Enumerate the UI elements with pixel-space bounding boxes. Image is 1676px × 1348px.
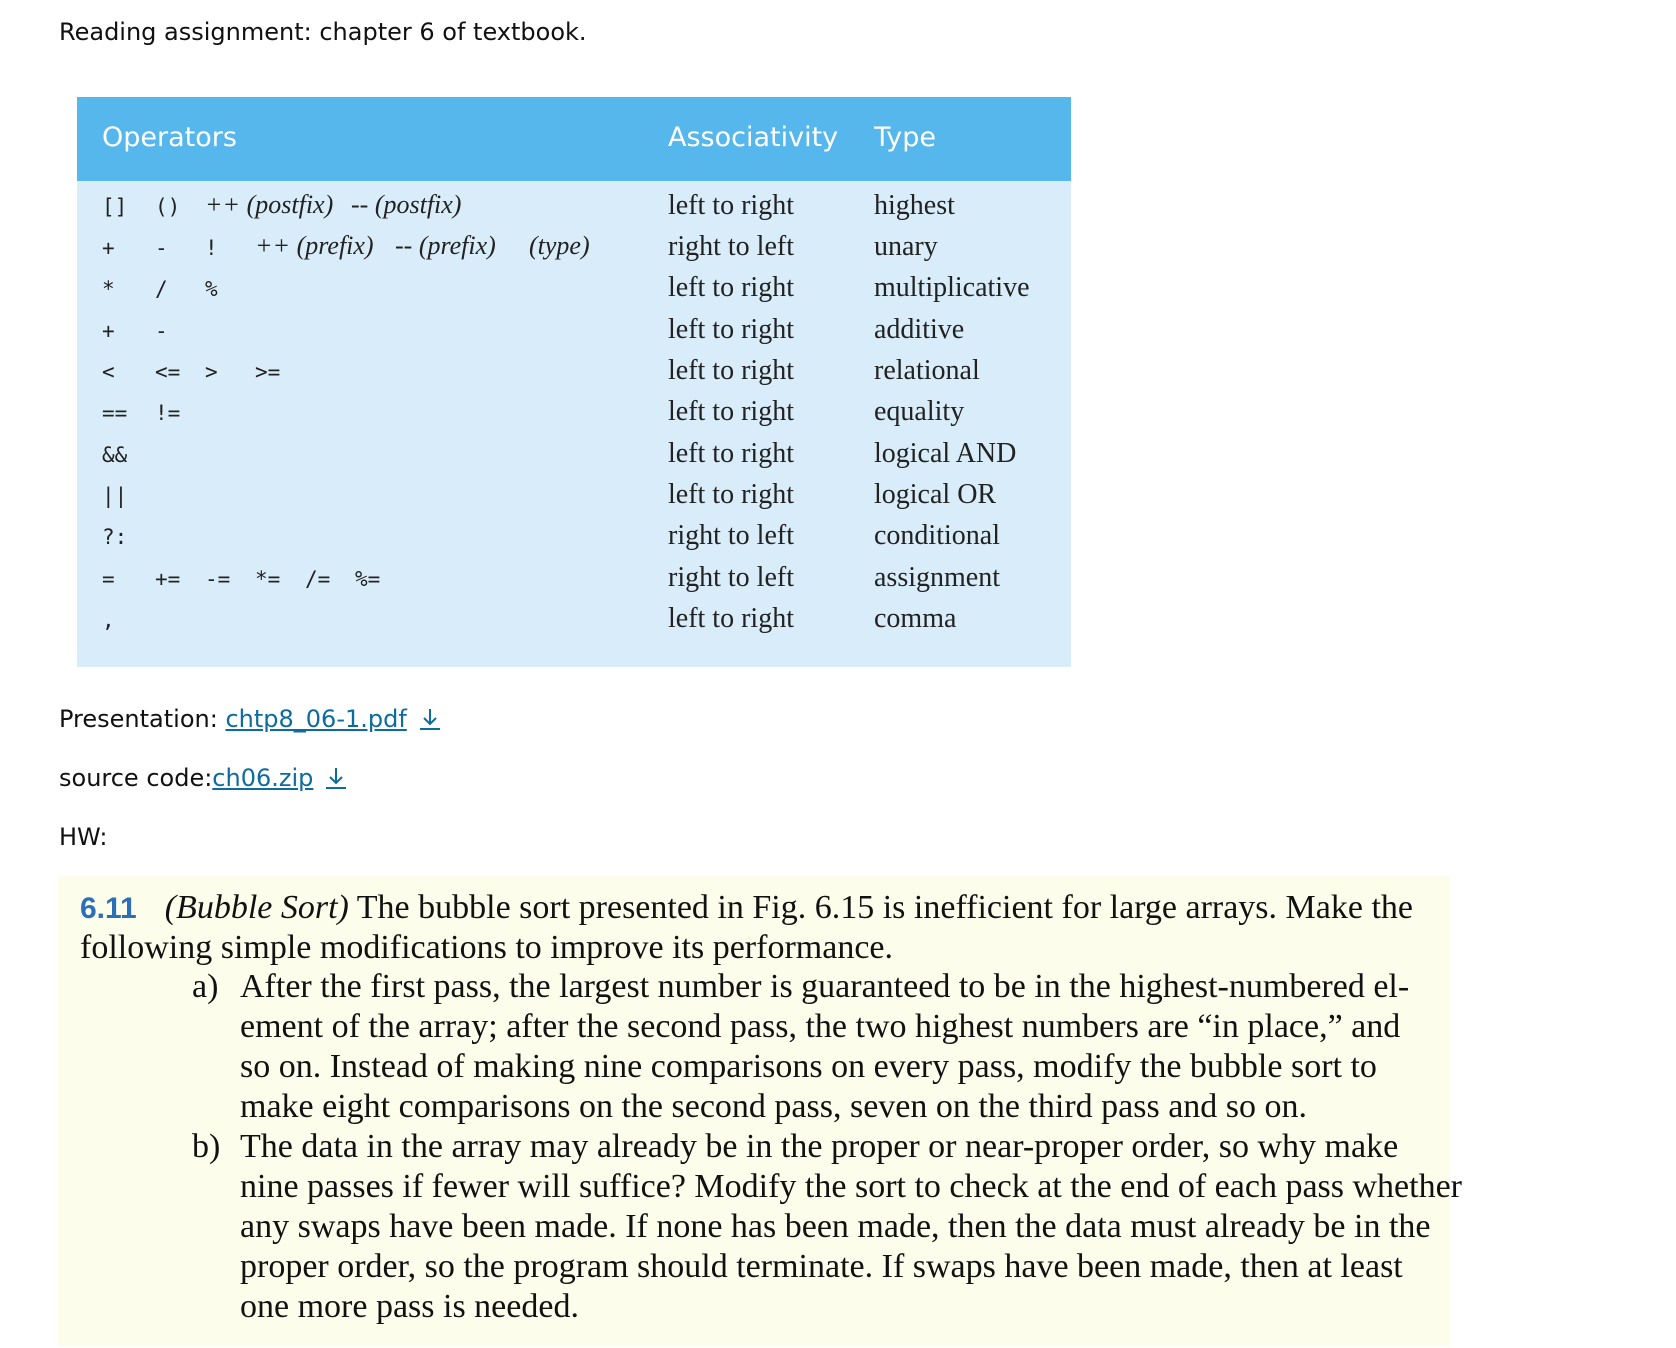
associativity: right to left <box>668 520 794 551</box>
download-icon[interactable] <box>417 707 443 731</box>
operator: > <box>205 360 218 384</box>
operator-type: unary <box>874 231 938 262</box>
operator-type: equality <box>874 396 965 427</box>
table-row <box>77 395 1071 435</box>
associativity: left to right <box>668 314 794 345</box>
header-type: Type <box>874 122 937 153</box>
download-icon[interactable] <box>323 766 349 790</box>
operator: = <box>102 567 115 591</box>
operator-type: highest <box>874 190 955 221</box>
hw-label: HW: <box>59 823 108 851</box>
operator: < <box>102 360 115 384</box>
associativity: left to right <box>668 396 794 427</box>
item-b-line: nine passes if fewer will suffice? Modify the sort to check at the end of each pass whether <box>240 1168 1463 1205</box>
associativity: left to right <box>668 355 794 386</box>
table-row <box>77 313 1071 353</box>
figure-header <box>77 97 1071 181</box>
item-a-line: make eight comparisons on the second pass, seven on the third pass and so on. <box>240 1088 1308 1125</box>
item-a-line: so on. Instead of making nine comparisons on every pass, modify the bubble sort to <box>240 1048 1377 1085</box>
operator: <= <box>155 360 181 384</box>
operator: , <box>102 608 115 632</box>
operator: (type) <box>529 231 590 260</box>
operator-type: assignment <box>874 562 1000 593</box>
operator: ?: <box>102 525 128 549</box>
item-label-b: b) <box>192 1128 221 1165</box>
item-b-line: proper order, so the program should terminate. If swaps have been made, then at least <box>240 1248 1403 1285</box>
item-b-line: any swaps have been made. If none has been made, then the data must already be in the <box>240 1208 1431 1245</box>
operator: - <box>155 236 168 260</box>
operator: () <box>155 195 181 219</box>
reading-assignment: Reading assignment: chapter 6 of textbook. <box>59 18 587 46</box>
operator-precedence-figure <box>77 97 1071 667</box>
table-row <box>77 230 1071 270</box>
operator: *= <box>255 567 281 591</box>
operator: -- (postfix) <box>351 190 462 219</box>
operator: % <box>205 277 218 301</box>
operator: %= <box>355 567 381 591</box>
operator: + <box>102 319 115 343</box>
associativity: left to right <box>668 190 794 221</box>
operator: [] <box>102 195 128 219</box>
operator: ! <box>205 236 218 260</box>
item-b-line: one more pass is needed. <box>240 1288 579 1325</box>
operator: * <box>102 277 115 301</box>
item-a-line: After the first pass, the largest number is guaranteed to be in the highest-numbered el- <box>240 968 1410 1005</box>
header-associativity: Associativity <box>668 122 839 153</box>
operator: += <box>155 567 181 591</box>
table-row <box>77 519 1071 559</box>
item-a-line: ement of the array; after the second pass, the two highest numbers are “in place,” and <box>240 1008 1401 1045</box>
item-b-line: The data in the array may already be in the proper or near-proper order, so why make <box>240 1128 1399 1165</box>
table-row <box>77 437 1071 477</box>
operator-type: additive <box>874 314 965 345</box>
operator: != <box>155 401 181 425</box>
operator: + <box>102 236 115 260</box>
presentation-link[interactable]: chtp8_06-1.pdf <box>225 705 407 733</box>
associativity: right to left <box>668 231 794 262</box>
associativity: left to right <box>668 603 794 634</box>
table-row <box>77 189 1071 229</box>
operator-type: comma <box>874 603 957 634</box>
exercise-intro: The bubble sort presented in Fig. 6.15 is inefficient for large arrays. Make the <box>348 889 1413 926</box>
operator-type: logical AND <box>874 438 1017 469</box>
operator: ++ (prefix) <box>255 231 374 260</box>
table-row <box>77 561 1071 601</box>
presentation-label: Presentation: <box>59 705 226 733</box>
operator: == <box>102 401 128 425</box>
header-operators: Operators <box>102 122 237 153</box>
table-row <box>77 354 1071 394</box>
exercise-box <box>58 876 1463 1346</box>
operator-type: conditional <box>874 520 1000 551</box>
operator-type: multiplicative <box>874 272 1030 303</box>
operator-type: relational <box>874 355 980 386</box>
associativity: right to left <box>668 562 794 593</box>
source-code-link[interactable]: ch06.zip <box>212 764 314 792</box>
associativity: left to right <box>668 438 794 469</box>
table-row <box>77 271 1071 311</box>
operator-type: logical OR <box>874 479 997 510</box>
operator: -- (prefix) <box>395 231 496 260</box>
associativity: left to right <box>668 479 794 510</box>
operator: -= <box>205 567 231 591</box>
operator: || <box>102 484 128 508</box>
operator: /= <box>305 567 331 591</box>
associativity: left to right <box>668 272 794 303</box>
presentation-line <box>59 705 443 733</box>
exercise-number: 6.11 <box>80 892 137 925</box>
table-row <box>77 602 1071 642</box>
item-label-a: a) <box>192 968 219 1005</box>
exercise-intro-line <box>80 889 1413 927</box>
source-code-label: source code: <box>59 764 213 792</box>
source-code-line <box>59 764 349 792</box>
operator: - <box>155 319 168 343</box>
table-row <box>77 478 1071 518</box>
operator: >= <box>255 360 281 384</box>
operator: && <box>102 443 128 467</box>
exercise-title: (Bubble Sort) <box>164 889 349 926</box>
exercise-intro-line: following simple modifications to improve its performance. <box>80 929 893 966</box>
operator: / <box>155 277 168 301</box>
operator: ++ (postfix) <box>205 190 334 219</box>
